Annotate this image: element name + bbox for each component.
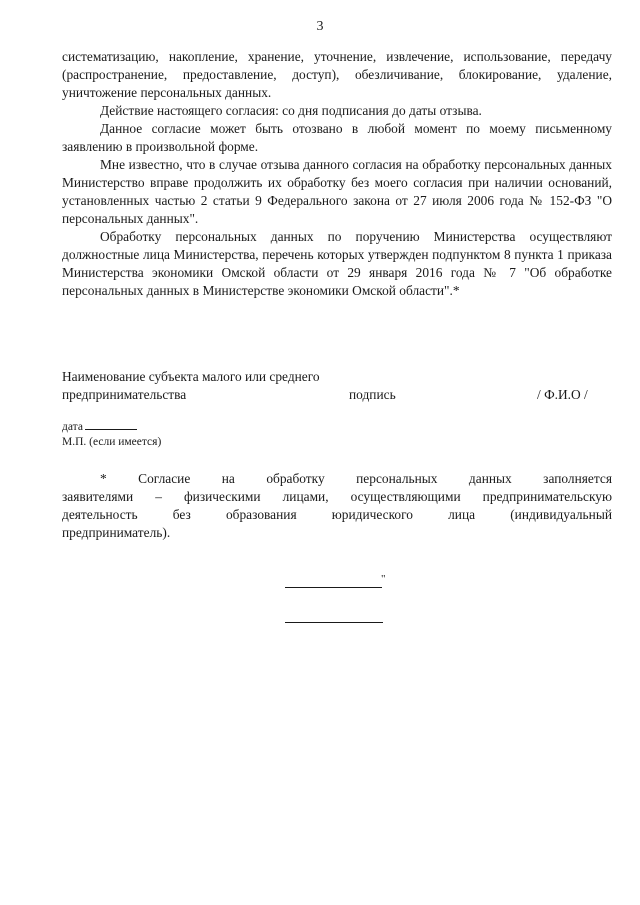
paragraph-authorized-officials: Обработку персональных данных по поручению Министерства осуществляют должностные лица Министерства, перечень которых утвержден подпунктом 8 пункта 1 приказа Министерства экономики Омской области от 29 января 2016 года № 7 "Об обработке персональных данных в Министерстве экономики Омской области".* [62, 229, 612, 298]
paragraph-revocation-consequences: Мне известно, что в случае отзыва данного согласия на обработку персональных данных Министерство вправе продолжить их обработку без моего согласия при наличии оснований, установленных частью 2 статьи 9 Федерального закона от 27 июля 2006 года № 152-ФЗ "О персональных данных". [62, 157, 612, 226]
end-separator-line-lower [285, 622, 383, 623]
paragraph-processing-actions: систематизацию, накопление, хранение, уточнение, извлечение, использование, передачу (распространение, предоставление, доступ), обезличивание, блокирование, удаление, уничтожение персональных данных. [62, 49, 612, 100]
consent-body [62, 48, 612, 300]
end-quote-mark: " [381, 573, 386, 585]
date-row [62, 418, 161, 435]
paragraph-validity: Действие настоящего согласия: со дня подписания до даты отзыва. [100, 103, 482, 118]
date-blank-line [85, 418, 137, 430]
date-label: дата [62, 421, 83, 433]
signature-label: подпись [349, 387, 396, 402]
page-number: 3 [316, 19, 324, 34]
paragraph-revocation: Данное согласие может быть отозвано в любой момент по моему письменному заявлению в произвольной форме. [62, 121, 612, 154]
full-name-label: / Ф.И.О / [537, 387, 588, 402]
footnote-text: * Согласие на обработку персональных данных заполняется заявителями – физическими лицами, осуществляющими предпринимательскую деятельность без образования юридического лица (индивидуальный предприниматель). [62, 471, 612, 540]
date-block [62, 418, 161, 450]
stamp-label: М.П. (если имеется) [62, 436, 162, 448]
subject-name-label: Наименование субъекта малого или среднего предпринимательства [62, 369, 320, 402]
end-separator-line-upper [285, 587, 382, 588]
footnote [62, 470, 612, 542]
signature-block [62, 368, 612, 408]
